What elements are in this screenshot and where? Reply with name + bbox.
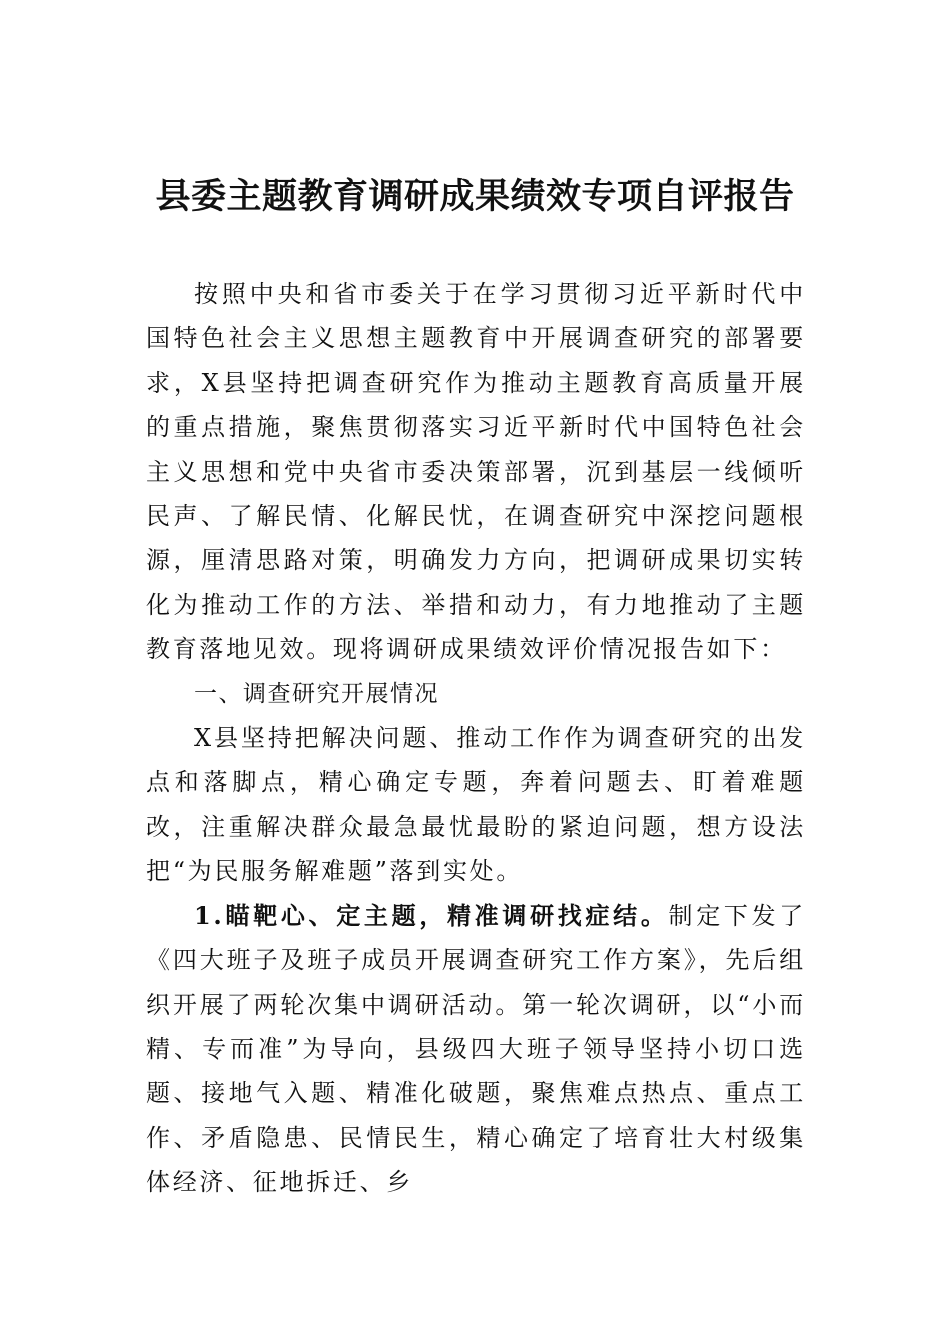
document-title: 县委主题教育调研成果绩效专项自评报告 xyxy=(155,176,795,217)
section-heading: 一、调查研究开展情况 xyxy=(194,680,439,707)
item-text: 制定下发了《四大班子及班子成员开展调查研究工作方案》，先后组织开展了两轮次集中调研活动。第一轮次调研，以“小而精、专而准”为导向，县级四大班子领导坚持小切口选题、接地气入题、精准化破题，聚焦难点热点、重点工作、矛盾隐患、民情民生，精心确定了培育壮大村级集体经济、征地拆迁、乡 xyxy=(146,901,807,1197)
document-body xyxy=(146,272,806,1205)
intro-paragraph: 按照中央和省市委关于在学习贯彻习近平新时代中国特色社会主义思想主题教育中开展调查研究的部署要求，X县坚持把调查研究作为推动主题教育高质量开展的重点措施，聚焦贯彻落实习近平新时代中国特色社会主义思想和党中央省市委决策部署，沉到基层一线倾听民声、了解民情、化解民忧，在调查研究中深挖问题根源，厘清思路对策，明确发力方向，把调研成果切实转化为推动工作的方法、举措和动力，有力地推动了主题教育落地见效。现将调研成果绩效评价情况报告如下： xyxy=(146,280,806,664)
item-lead: 1.瞄靶心、定主题，精准调研找症结。 xyxy=(194,900,669,930)
section-paragraph: X县坚持把解决问题、推动工作作为调查研究的出发点和落脚点，精心确定专题，奔着问题去、盯着难题改，注重解决群众最急最忧最盼的紧迫问题，想方设法把“为民服务解难题”落到实处。 xyxy=(146,724,806,886)
item-paragraph xyxy=(146,894,806,1205)
